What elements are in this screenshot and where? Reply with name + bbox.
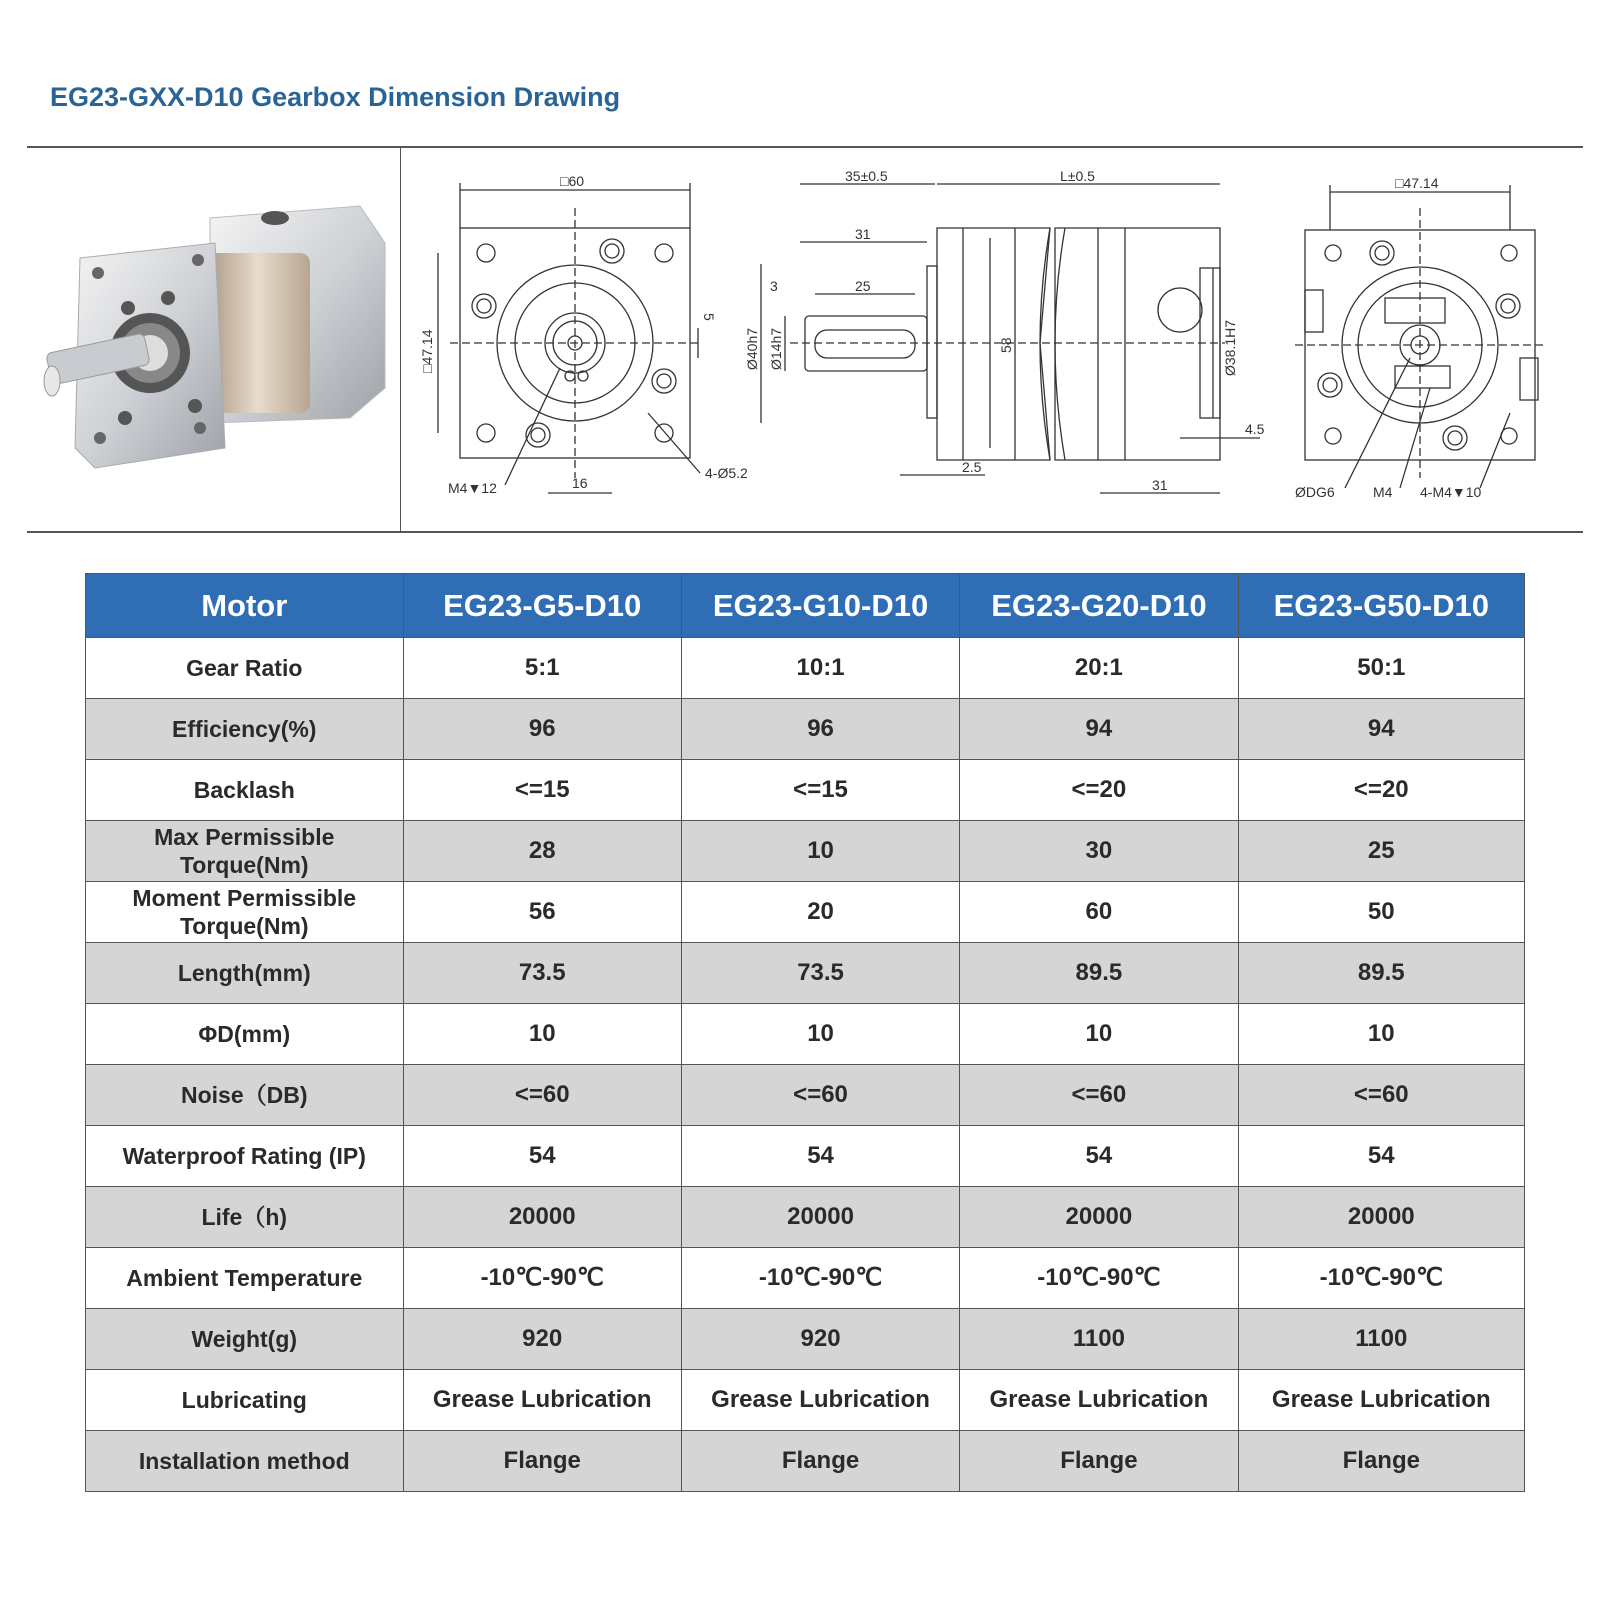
table-row	[86, 1126, 1525, 1187]
table-cell: 94	[1238, 699, 1524, 760]
table-cell: 50:1	[1238, 638, 1524, 699]
table-cell: 20	[681, 882, 959, 943]
table-cell: -10℃-90℃	[681, 1248, 959, 1309]
side-dim-40h7: Ø40h7	[744, 327, 760, 370]
row-label: Life（h)	[86, 1187, 404, 1248]
table-cell: 73.5	[681, 943, 959, 1004]
table-row	[86, 638, 1525, 699]
table-cell: <=20	[1238, 760, 1524, 821]
row-label: Noise（DB)	[86, 1065, 404, 1126]
table-cell: 54	[403, 1126, 681, 1187]
table-row	[86, 1004, 1525, 1065]
table-cell: Flange	[1238, 1431, 1524, 1492]
table-cell: 96	[403, 699, 681, 760]
table-cell: 920	[681, 1309, 959, 1370]
spec-table	[85, 573, 1525, 1492]
table-cell: -10℃-90℃	[1238, 1248, 1524, 1309]
table-row	[86, 1370, 1525, 1431]
row-label: ΦD(mm)	[86, 1004, 404, 1065]
table-cell: 54	[960, 1126, 1238, 1187]
table-row	[86, 1431, 1525, 1492]
table-row	[86, 1065, 1525, 1126]
table-cell: <=60	[1238, 1065, 1524, 1126]
table-row	[86, 1309, 1525, 1370]
side-dim-3: 3	[770, 278, 778, 294]
front-view-drawing	[438, 183, 700, 493]
table-cell: -10℃-90℃	[403, 1248, 681, 1309]
table-cell: 20000	[1238, 1187, 1524, 1248]
table-cell: 10	[681, 821, 959, 882]
table-cell: 54	[1238, 1126, 1524, 1187]
table-cell: 10	[1238, 1004, 1524, 1065]
side-dim-35: 35±0.5	[845, 168, 888, 184]
table-cell: <=60	[403, 1065, 681, 1126]
side-dim-31-bottom: 31	[1152, 477, 1168, 493]
side-dim-14h7: Ø14h7	[768, 327, 784, 370]
rear-dim-dg6: ØDG6	[1295, 484, 1335, 500]
header-cell-g10: EG23-G10-D10	[681, 574, 959, 638]
row-label: Lubricating	[86, 1370, 404, 1431]
table-cell: <=15	[681, 760, 959, 821]
row-label: Installation method	[86, 1431, 404, 1492]
table-cell: <=15	[403, 760, 681, 821]
table-cell: Grease Lubrication	[960, 1370, 1238, 1431]
table-row	[86, 1248, 1525, 1309]
table-cell: Grease Lubrication	[1238, 1370, 1524, 1431]
front-dim-16: 16	[572, 475, 588, 491]
side-dim-31-top: 31	[855, 226, 871, 242]
table-cell: 25	[1238, 821, 1524, 882]
rear-dim-m4: M4	[1373, 484, 1393, 500]
table-cell: 89.5	[1238, 943, 1524, 1004]
dimension-drawings	[0, 148, 1600, 532]
header-cell-g5: EG23-G5-D10	[403, 574, 681, 638]
table-cell: 10	[403, 1004, 681, 1065]
table-cell: 20000	[960, 1187, 1238, 1248]
table-cell: 89.5	[960, 943, 1238, 1004]
side-dim-381: Ø38.1H7	[1222, 319, 1238, 376]
side-dim-58: 58	[998, 337, 1014, 353]
table-row	[86, 821, 1525, 882]
table-row	[86, 1187, 1525, 1248]
table-cell: <=20	[960, 760, 1238, 821]
front-dim-4714: □47.14	[419, 329, 435, 373]
table-row	[86, 882, 1525, 943]
table-cell: 10	[960, 1004, 1238, 1065]
table-header-row	[86, 574, 1525, 638]
table-cell: 1100	[960, 1309, 1238, 1370]
front-dim-5: 5	[701, 313, 717, 321]
page-title: EG23-GXX-D10 Gearbox Dimension Drawing	[50, 82, 621, 112]
table-row	[86, 760, 1525, 821]
header-cell-g20: EG23-G20-D10	[960, 574, 1238, 638]
table-cell: 94	[960, 699, 1238, 760]
table-cell: 10	[681, 1004, 959, 1065]
table-cell: -10℃-90℃	[960, 1248, 1238, 1309]
row-label: Weight(g)	[86, 1309, 404, 1370]
table-cell: Grease Lubrication	[681, 1370, 959, 1431]
table-cell: 96	[681, 699, 959, 760]
table-cell: 30	[960, 821, 1238, 882]
row-label: Waterproof Rating (IP)	[86, 1126, 404, 1187]
table-cell: 73.5	[403, 943, 681, 1004]
table-cell: 50	[1238, 882, 1524, 943]
table-cell: Flange	[960, 1431, 1238, 1492]
header-cell-motor: Motor	[86, 574, 404, 638]
front-dim-60: □60	[560, 173, 585, 189]
table-cell: 28	[403, 821, 681, 882]
rear-dim-holes: 4-M4▼10	[1420, 484, 1482, 500]
table-cell: 1100	[1238, 1309, 1524, 1370]
header-cell-g50: EG23-G50-D10	[1238, 574, 1524, 638]
table-cell: Flange	[681, 1431, 959, 1492]
gearbox-product-photo	[44, 206, 385, 468]
row-label: Ambient Temperature	[86, 1248, 404, 1309]
table-cell: 60	[960, 882, 1238, 943]
table-cell: Grease Lubrication	[403, 1370, 681, 1431]
row-label: Moment Permissible Torque(Nm)	[86, 882, 404, 943]
rear-view-drawing	[1295, 185, 1545, 488]
table-cell: 20:1	[960, 638, 1238, 699]
row-label: Gear Ratio	[86, 638, 404, 699]
table-cell: 5:1	[403, 638, 681, 699]
table-cell: 20000	[681, 1187, 959, 1248]
side-dim-L: L±0.5	[1060, 168, 1095, 184]
row-label: Backlash	[86, 760, 404, 821]
table-cell: 56	[403, 882, 681, 943]
rear-dim-4714: □47.14	[1395, 175, 1439, 191]
table-cell: Flange	[403, 1431, 681, 1492]
table-cell: 920	[403, 1309, 681, 1370]
table-row	[86, 943, 1525, 1004]
table-cell: 54	[681, 1126, 959, 1187]
front-dim-m4: M4▼12	[448, 480, 497, 496]
table-cell: <=60	[681, 1065, 959, 1126]
row-label: Max Permissible Torque(Nm)	[86, 821, 404, 882]
row-label: Efficiency(%)	[86, 699, 404, 760]
table-cell: <=60	[960, 1065, 1238, 1126]
table-row	[86, 699, 1525, 760]
front-dim-holes: 4-Ø5.2	[705, 465, 748, 481]
side-dim-45: 4.5	[1245, 421, 1265, 437]
table-cell: 20000	[403, 1187, 681, 1248]
table-cell: 10:1	[681, 638, 959, 699]
row-label: Length(mm)	[86, 943, 404, 1004]
side-dim-25: 25	[855, 278, 871, 294]
side-dim-25-bottom: 2.5	[962, 459, 982, 475]
